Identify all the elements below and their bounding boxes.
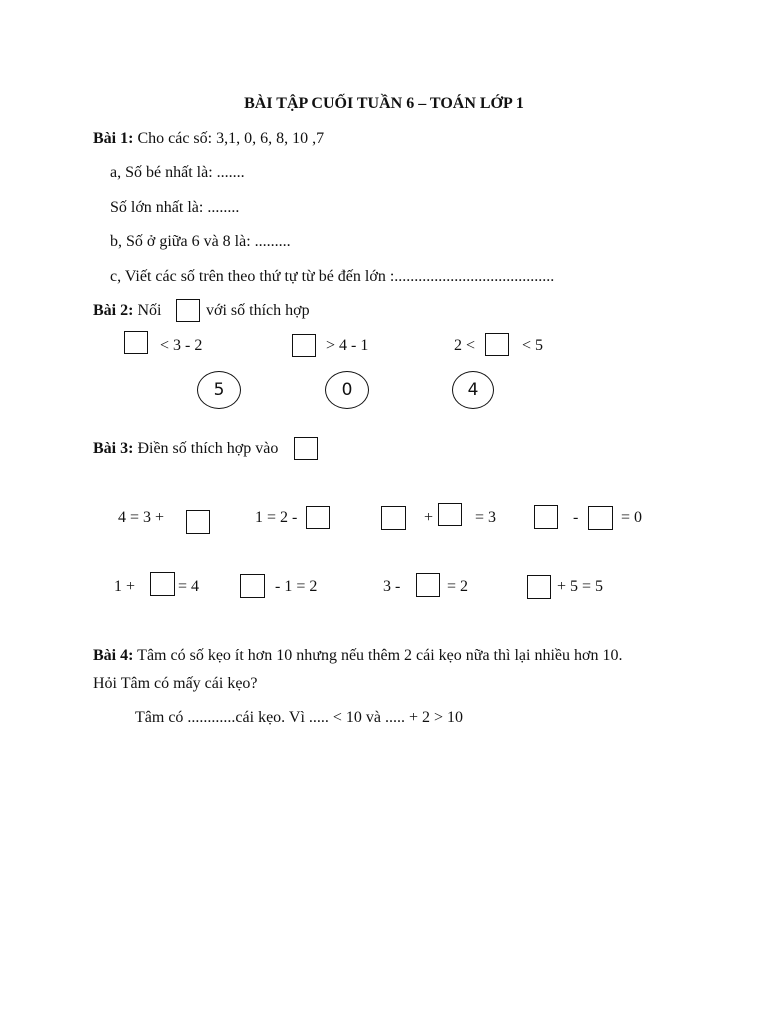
exercise-2-intro xyxy=(93,301,161,321)
exercise-1-label: Bài 1: xyxy=(93,130,134,147)
answer-box-3-2[interactable] xyxy=(306,506,330,529)
answer-box-sample xyxy=(176,299,200,322)
expr-2-3-post: < 5 xyxy=(522,337,544,354)
eq-1-4-minus: - xyxy=(573,509,579,526)
exercise-2-noi: Nối xyxy=(133,302,162,319)
answer-box-sample-3 xyxy=(294,437,318,460)
number-circle-0[interactable]: 0 xyxy=(325,371,369,409)
exercise-2-label: Bài 2: xyxy=(93,302,134,319)
answer-box-3-6[interactable] xyxy=(240,574,265,598)
eq-2-1-post: = 4 xyxy=(178,578,200,595)
exercise-4-question: Hỏi Tâm có mấy cái kẹo? xyxy=(93,675,258,692)
exercise-3-intro xyxy=(93,439,278,459)
exercise-4-label: Bài 4: xyxy=(93,647,134,664)
eq-2-4: + 5 = 5 xyxy=(557,578,604,595)
answer-box-3-3a[interactable] xyxy=(381,506,406,530)
exercise-1-a2: Số lớn nhất là: ........ xyxy=(110,199,240,216)
exercise-4-answer: Tâm có ............cái kẹo. Vì ..... < 10 và ..... + 2 > 10 xyxy=(135,709,464,726)
answer-box-3-8[interactable] xyxy=(527,575,551,599)
answer-box-3-4a[interactable] xyxy=(534,505,558,529)
answer-box-3-4b[interactable] xyxy=(588,506,613,530)
exercise-1-text: Cho các số: 3,1, 0, 6, 8, 10 ,7 xyxy=(133,130,325,147)
expr-2-2: > 4 - 1 xyxy=(326,337,369,354)
expr-2-1: < 3 - 2 xyxy=(160,337,203,354)
number-circle-4[interactable]: 4 xyxy=(452,371,494,409)
expr-2-3-pre: 2 < xyxy=(454,337,476,354)
exercise-3-text: Điền số thích hợp vào xyxy=(133,440,279,457)
eq-1-4-eq: = 0 xyxy=(621,509,643,526)
exercise-1-intro xyxy=(93,129,324,149)
exercise-4-intro xyxy=(93,646,622,666)
answer-box-3-3b[interactable] xyxy=(438,503,462,526)
page-title: BÀI TẬP CUỐI TUẦN 6 – TOÁN LỚP 1 xyxy=(244,95,524,112)
eq-1-3-plus: + xyxy=(424,509,434,526)
eq-2-3-post: = 2 xyxy=(447,578,469,595)
answer-box-3-1[interactable] xyxy=(186,510,210,534)
exercise-1-b: b, Số ở giữa 6 và 8 là: ......... xyxy=(110,233,291,250)
eq-1-1: 4 = 3 + xyxy=(118,509,165,526)
exercise-3-label: Bài 3: xyxy=(93,440,134,457)
answer-box-2-1[interactable] xyxy=(124,331,148,354)
exercise-4-text: Tâm có số kẹo ít hơn 10 nhưng nếu thêm 2 cái kẹo nữa thì lại nhiều hơn 10. xyxy=(133,647,623,664)
number-circle-5[interactable]: 5 xyxy=(197,371,241,409)
exercise-1-c: c, Viết các số trên theo thứ tự từ bé đến lớn :........................................ xyxy=(110,268,555,285)
exercise-2-rest: với số thích hợp xyxy=(206,302,310,319)
answer-box-2-2[interactable] xyxy=(292,334,316,357)
eq-2-1-pre: 1 + xyxy=(114,578,136,595)
answer-box-3-5[interactable] xyxy=(150,572,175,596)
eq-1-3-eq: = 3 xyxy=(475,509,497,526)
eq-1-2: 1 = 2 - xyxy=(255,509,298,526)
exercise-1-a: a, Số bé nhất là: ....... xyxy=(110,164,245,181)
answer-box-2-3[interactable] xyxy=(485,333,509,356)
eq-2-2: - 1 = 2 xyxy=(275,578,318,595)
answer-box-3-7[interactable] xyxy=(416,573,440,597)
eq-2-3-pre: 3 - xyxy=(383,578,401,595)
